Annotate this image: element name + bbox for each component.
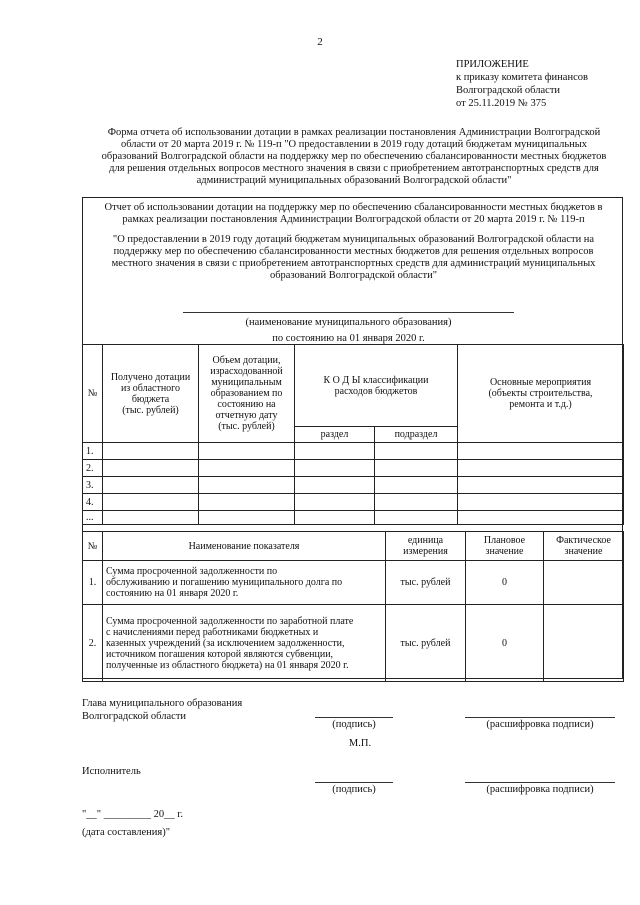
col-subsection: подраздел (375, 427, 458, 443)
indicator-plan: 0 (466, 605, 544, 682)
indicator-name: Сумма просроченной задолженности по заработной плате с начислениями перед работниками бюджетных и казенных учреждений (за исключением задолженности, источником погашения которой являются субвенции, полученные из областного бюджета) на 01 января 2020 г. (103, 605, 386, 682)
table-row: 2. Сумма просроченной задолженности по заработной плате с начислениями перед работниками бюджетных и казенных учреждений (за исключением задолженности, источником погашения которой являются субвенции, полученные из областного бюджета) на 01 января 2020 г. тыс. рублей 0 (83, 605, 624, 682)
form-title-line: для решения отдельных вопросов местного значения в связи с приобретением автотранспортных средств для (109, 163, 599, 174)
table-row: 3. (83, 477, 624, 494)
table-row: 1. (83, 443, 624, 460)
indicator-fact[interactable] (544, 561, 624, 605)
decoding-caption: (расшифровка подписи) (486, 719, 594, 730)
table-row: ... (83, 511, 624, 525)
report-heading-line: рамках реализации постановления Администрации Волгоградской области от 20 марта 2019 г. № 119-п (122, 214, 585, 225)
col-indicator-name: Наименование показателя (103, 532, 386, 561)
indicator-plan: 0 (466, 561, 544, 605)
indicator-unit: тыс. рублей (386, 561, 466, 605)
report-heading-cont (90, 234, 617, 282)
page-number: 2 (317, 36, 323, 48)
report-heading (90, 202, 617, 226)
col-plan: Плановое значение (466, 532, 544, 561)
executor-signature-field[interactable] (315, 782, 393, 783)
head-decoding-field[interactable] (465, 717, 615, 718)
col-received: Получено дотации из областного бюджета (тыс. рублей) (103, 345, 199, 443)
executor-label: Исполнитель (82, 766, 141, 777)
form-title-line: Форма отчета об использовании дотации в рамках реализации постановления Администрации Волгоградской (107, 127, 601, 138)
executor-decoding-field[interactable] (465, 782, 615, 783)
table-row: 2. (83, 460, 624, 477)
municipality-caption: (наименование муниципального образования) (245, 317, 452, 328)
report-heading-line: "О предоставлении в 2019 году дотаций бюджетам муниципальных образований Волгоградской области на (112, 234, 595, 245)
form-title (84, 127, 624, 187)
signature-caption: (подпись) (332, 719, 376, 730)
date-caption: (дата составления)" (82, 827, 171, 838)
indicator-fact[interactable] (544, 605, 624, 682)
head-signature-field[interactable] (315, 717, 393, 718)
col-section: раздел (295, 427, 375, 443)
form-title-line: администраций муниципальных образований Волгоградской области" (196, 175, 512, 186)
table-row: 4. (83, 494, 624, 511)
report-heading-line: местного значения в связи с приобретением автотранспортных средств для администраций муниципальных (111, 258, 596, 269)
indicators-table (82, 531, 624, 682)
col-measures: Основные мероприятия (объекты строительства, ремонта и т.д.) (458, 345, 624, 443)
form-title-line: области от 20 марта 2019 г. № 119-п "О предоставлении в 2019 году дотаций бюджетам муниципальных (120, 139, 588, 150)
indicator-name: Сумма просроченной задолженности по обслуживанию и погашению муниципального долга по состоянию на 01 января 2020 г. (103, 561, 386, 605)
date-field[interactable]: "__" _________ 20__ г. (82, 809, 183, 820)
municipality-name-field[interactable] (183, 312, 514, 313)
col-number: № (83, 532, 103, 561)
signature-caption: (подпись) (332, 784, 376, 795)
indicator-unit: тыс. рублей (386, 605, 466, 682)
stamp-label: М.П. (348, 738, 372, 749)
appendix-block (456, 58, 588, 110)
col-codes: К О Д Ы классификации расходов бюджетов (295, 345, 458, 427)
appendix-line: ПРИЛОЖЕНИЕ (456, 59, 529, 70)
appendix-line: к приказу комитета финансов (456, 72, 588, 83)
as-of-date: по состоянию на 01 января 2020 г. (272, 333, 425, 344)
col-number: № (83, 345, 103, 443)
col-spent: Объем дотации, израсходованной муниципальным образованием по состоянию на отчетную дату (тыс. рублей) (199, 345, 295, 443)
table-row: 1. Сумма просроченной задолженности по обслуживанию и погашению муниципального долга по состоянию на 01 января 2020 г. тыс. рублей 0 (83, 561, 624, 605)
form-title-line: образований Волгоградской области на поддержку мер по обеспечению сбалансированности местных бюджетов (101, 151, 607, 162)
head-signatory: Глава муниципального образования Волгоградской области (82, 698, 243, 722)
report-heading-line: поддержку мер по обеспечению сбалансированности местных бюджетов для решения отдельных вопросов (113, 246, 594, 257)
appendix-line: Волгоградской области (456, 85, 561, 96)
report-heading-line: образований Волгоградской области" (269, 270, 438, 281)
report-heading-line: Отчет об использовании дотации на поддержку мер по обеспечению сбалансированности местных бюджетов в (104, 202, 603, 213)
col-fact: Фактическое значение (544, 532, 624, 561)
decoding-caption: (расшифровка подписи) (486, 784, 594, 795)
appendix-line: от 25.11.2019 № 375 (456, 98, 547, 109)
funds-usage-table (82, 344, 624, 525)
col-unit: единица измерения (386, 532, 466, 561)
